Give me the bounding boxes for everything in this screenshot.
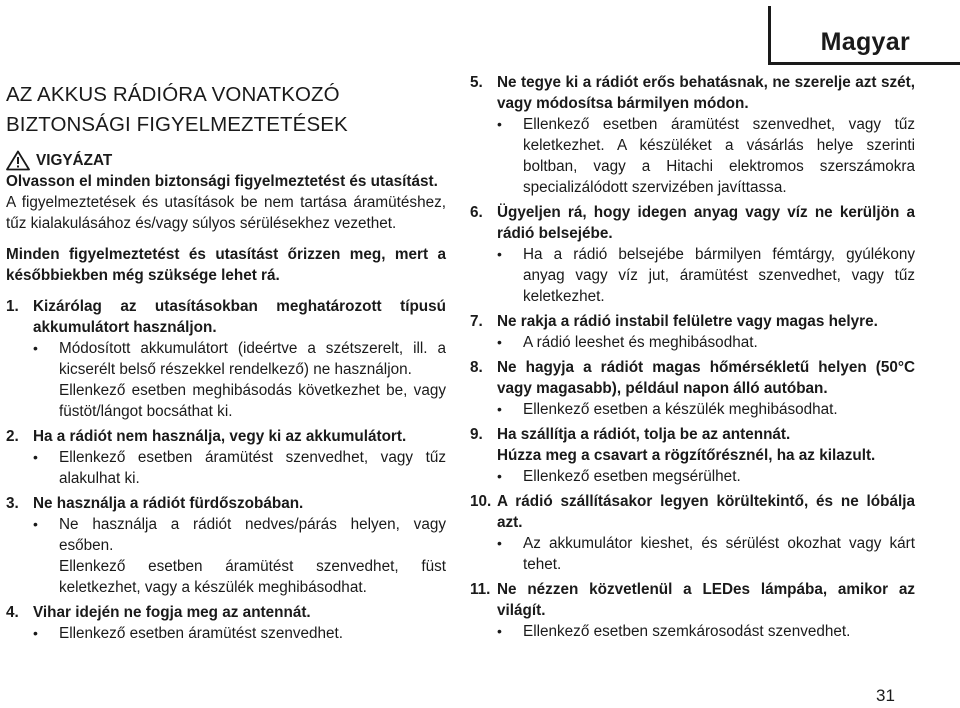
bullet-text: Ellenkező esetben áramütést szenvedhet, vagy tűz keletkezhet. A készüléket a vásárlás helye szerinti boltban, vagy a Hitachi elektromos szerszámokra specializálódott szervizében javíttassa. — [523, 116, 915, 196]
section-title — [6, 80, 446, 140]
bullet-icon: • — [33, 449, 38, 465]
bullet-item — [470, 466, 915, 487]
bullet-icon: • — [497, 623, 502, 639]
item-text: Ha szállítja a rádiót, tolja be az antennát. — [497, 426, 791, 443]
bullet-extra-text: Ellenkező esetben meghibásodás következhet be, vagy füstöt/lángot bocsáthat ki. — [59, 382, 446, 420]
item-number: 2. — [6, 428, 19, 445]
bullet-icon: • — [497, 468, 502, 484]
item-text: Kizárólag az utasításokban meghatározott típusú akkumulátort használjon. — [33, 298, 446, 336]
bullet-item — [470, 621, 915, 642]
keep-instructions: Minden figyelmeztetést és utasítást őrizzen meg, mert a későbbiekben még szüksége lehet rá. — [6, 246, 446, 284]
bullet-item — [6, 514, 446, 556]
tab-vertical-rule — [768, 6, 771, 64]
item-number: 6. — [470, 204, 483, 221]
bullet-item — [470, 114, 915, 198]
bullet-icon: • — [497, 116, 502, 132]
bullet-icon: • — [33, 516, 38, 532]
list-item — [470, 491, 915, 533]
item-number: 3. — [6, 495, 19, 512]
bullet-text: Módosított akkumulátort (ideértve a szétszerelt, ill. a kicserélt belső részekkel rendelkező) ne használjon. — [59, 340, 446, 378]
bullet-text: Ellenkező esetben áramütést szenvedhet, vagy tűz alakulhat ki. — [59, 449, 446, 487]
bullet-text: Ne használja a rádiót nedves/párás helyen, vagy esőben. — [59, 516, 446, 554]
item-number: 4. — [6, 604, 19, 621]
bullet-text: Ellenkező esetben megsérülhet. — [523, 468, 741, 485]
bullet-item — [6, 623, 446, 644]
bullet-item — [470, 399, 915, 420]
item-number: 11. — [470, 581, 491, 598]
item-text: Ne használja a rádiót fürdőszobában. — [33, 495, 304, 512]
right-column — [470, 72, 915, 642]
bullet-icon: • — [497, 246, 502, 262]
title-line-2: BIZTONSÁGI FIGYELMEZTETÉSEK — [6, 113, 348, 136]
item-number: 9. — [470, 426, 483, 443]
bullet-text: Az akkumulátor kieshet, és sérülést okozhat vagy kárt tehet. — [523, 535, 915, 573]
language-tab — [768, 0, 960, 66]
bullet-icon: • — [497, 334, 502, 350]
title-line-1: AZ AKKUS RÁDIÓRA VONATKOZÓ — [6, 83, 340, 106]
list-item — [470, 424, 915, 466]
item-text: Ha a rádiót nem használja, vegy ki az akkumulátort. — [33, 428, 407, 445]
list-item — [470, 357, 915, 399]
item-number: 1. — [6, 298, 19, 315]
bullet-extra-text: Ellenkező esetben áramütést szenvedhet, füst keletkezhet, vagy a készülék meghibásodhat. — [59, 558, 446, 596]
list-item — [470, 579, 915, 621]
intro-consequences: A figyelmeztetések és utasítások be nem tartása áramütéshez, tűz kialakulásához és/vagy súlyos sérülésekhez vezethet. — [6, 194, 446, 232]
bullet-item — [6, 447, 446, 489]
item-text: Vihar idején ne fogja meg az antennát. — [33, 604, 311, 621]
item-text-group — [497, 424, 915, 466]
left-column — [6, 72, 446, 644]
item-text: A rádió szállításakor legyen körültekintő, és ne lóbálja azt. — [497, 493, 915, 531]
bullet-text: Ellenkező esetben a készülék meghibásodhat. — [523, 401, 838, 418]
list-item — [6, 493, 446, 514]
item-text: Ne hagyja a rádiót magas hőmérsékletű helyen (50°C vagy magasabb), például napon álló autóban. — [497, 359, 915, 397]
list-item — [470, 202, 915, 244]
bullet-icon: • — [33, 625, 38, 641]
item-text: Ne nézzen közvetlenül a LEDes lámpába, amikor az világít. — [497, 581, 915, 619]
warning-heading — [6, 150, 446, 171]
item-number: 7. — [470, 313, 483, 330]
bullet-text: Ha a rádió belsejébe bármilyen fémtárgy, gyúlékony anyag vagy víz jut, áramütést szenvedhet, vagy tűz keletkezhet. — [523, 246, 915, 305]
bullet-text: Ellenkező esetben áramütést szenvedhet. — [59, 625, 344, 642]
bullet-item — [470, 244, 915, 307]
list-item — [6, 426, 446, 447]
list-item — [470, 72, 915, 114]
item-number: 10. — [470, 493, 492, 510]
item-text: Ne tegye ki a rádiót erős behatásnak, ne szerelje azt szét, vagy módosítsa bármilyen módon. — [497, 74, 915, 112]
list-item — [6, 296, 446, 338]
item-number: 5. — [470, 74, 483, 91]
tab-horizontal-rule — [768, 62, 960, 65]
warning-label: VIGYÁZAT — [36, 152, 113, 169]
bullet-icon: • — [497, 401, 502, 417]
bullet-item — [470, 332, 915, 353]
page-number: 31 — [876, 686, 895, 705]
bullet-icon: • — [33, 340, 38, 356]
list-item — [470, 311, 915, 332]
bullet-text: A rádió leeshet és meghibásodhat. — [523, 334, 758, 351]
list-item — [6, 602, 446, 623]
item-text-2: Húzza meg a csavart a rögzítőrésznél, ha az kilazult. — [497, 447, 876, 464]
language-label: Magyar — [820, 28, 910, 56]
item-number: 8. — [470, 359, 483, 376]
bullet-icon: • — [497, 535, 502, 551]
item-text: Ne rakja a rádió instabil felületre vagy magas helyre. — [497, 313, 878, 330]
warning-triangle-icon — [6, 150, 30, 171]
item-text: Ügyeljen rá, hogy idegen anyag vagy víz ne kerüljön a rádió belsejébe. — [497, 204, 915, 242]
intro-read-all: Olvasson el minden biztonsági figyelmeztetést és utasítást. — [6, 173, 438, 190]
bullet-text: Ellenkező esetben szemkárosodást szenvedhet. — [523, 623, 851, 640]
bullet-item — [470, 533, 915, 575]
bullet-item — [6, 338, 446, 380]
